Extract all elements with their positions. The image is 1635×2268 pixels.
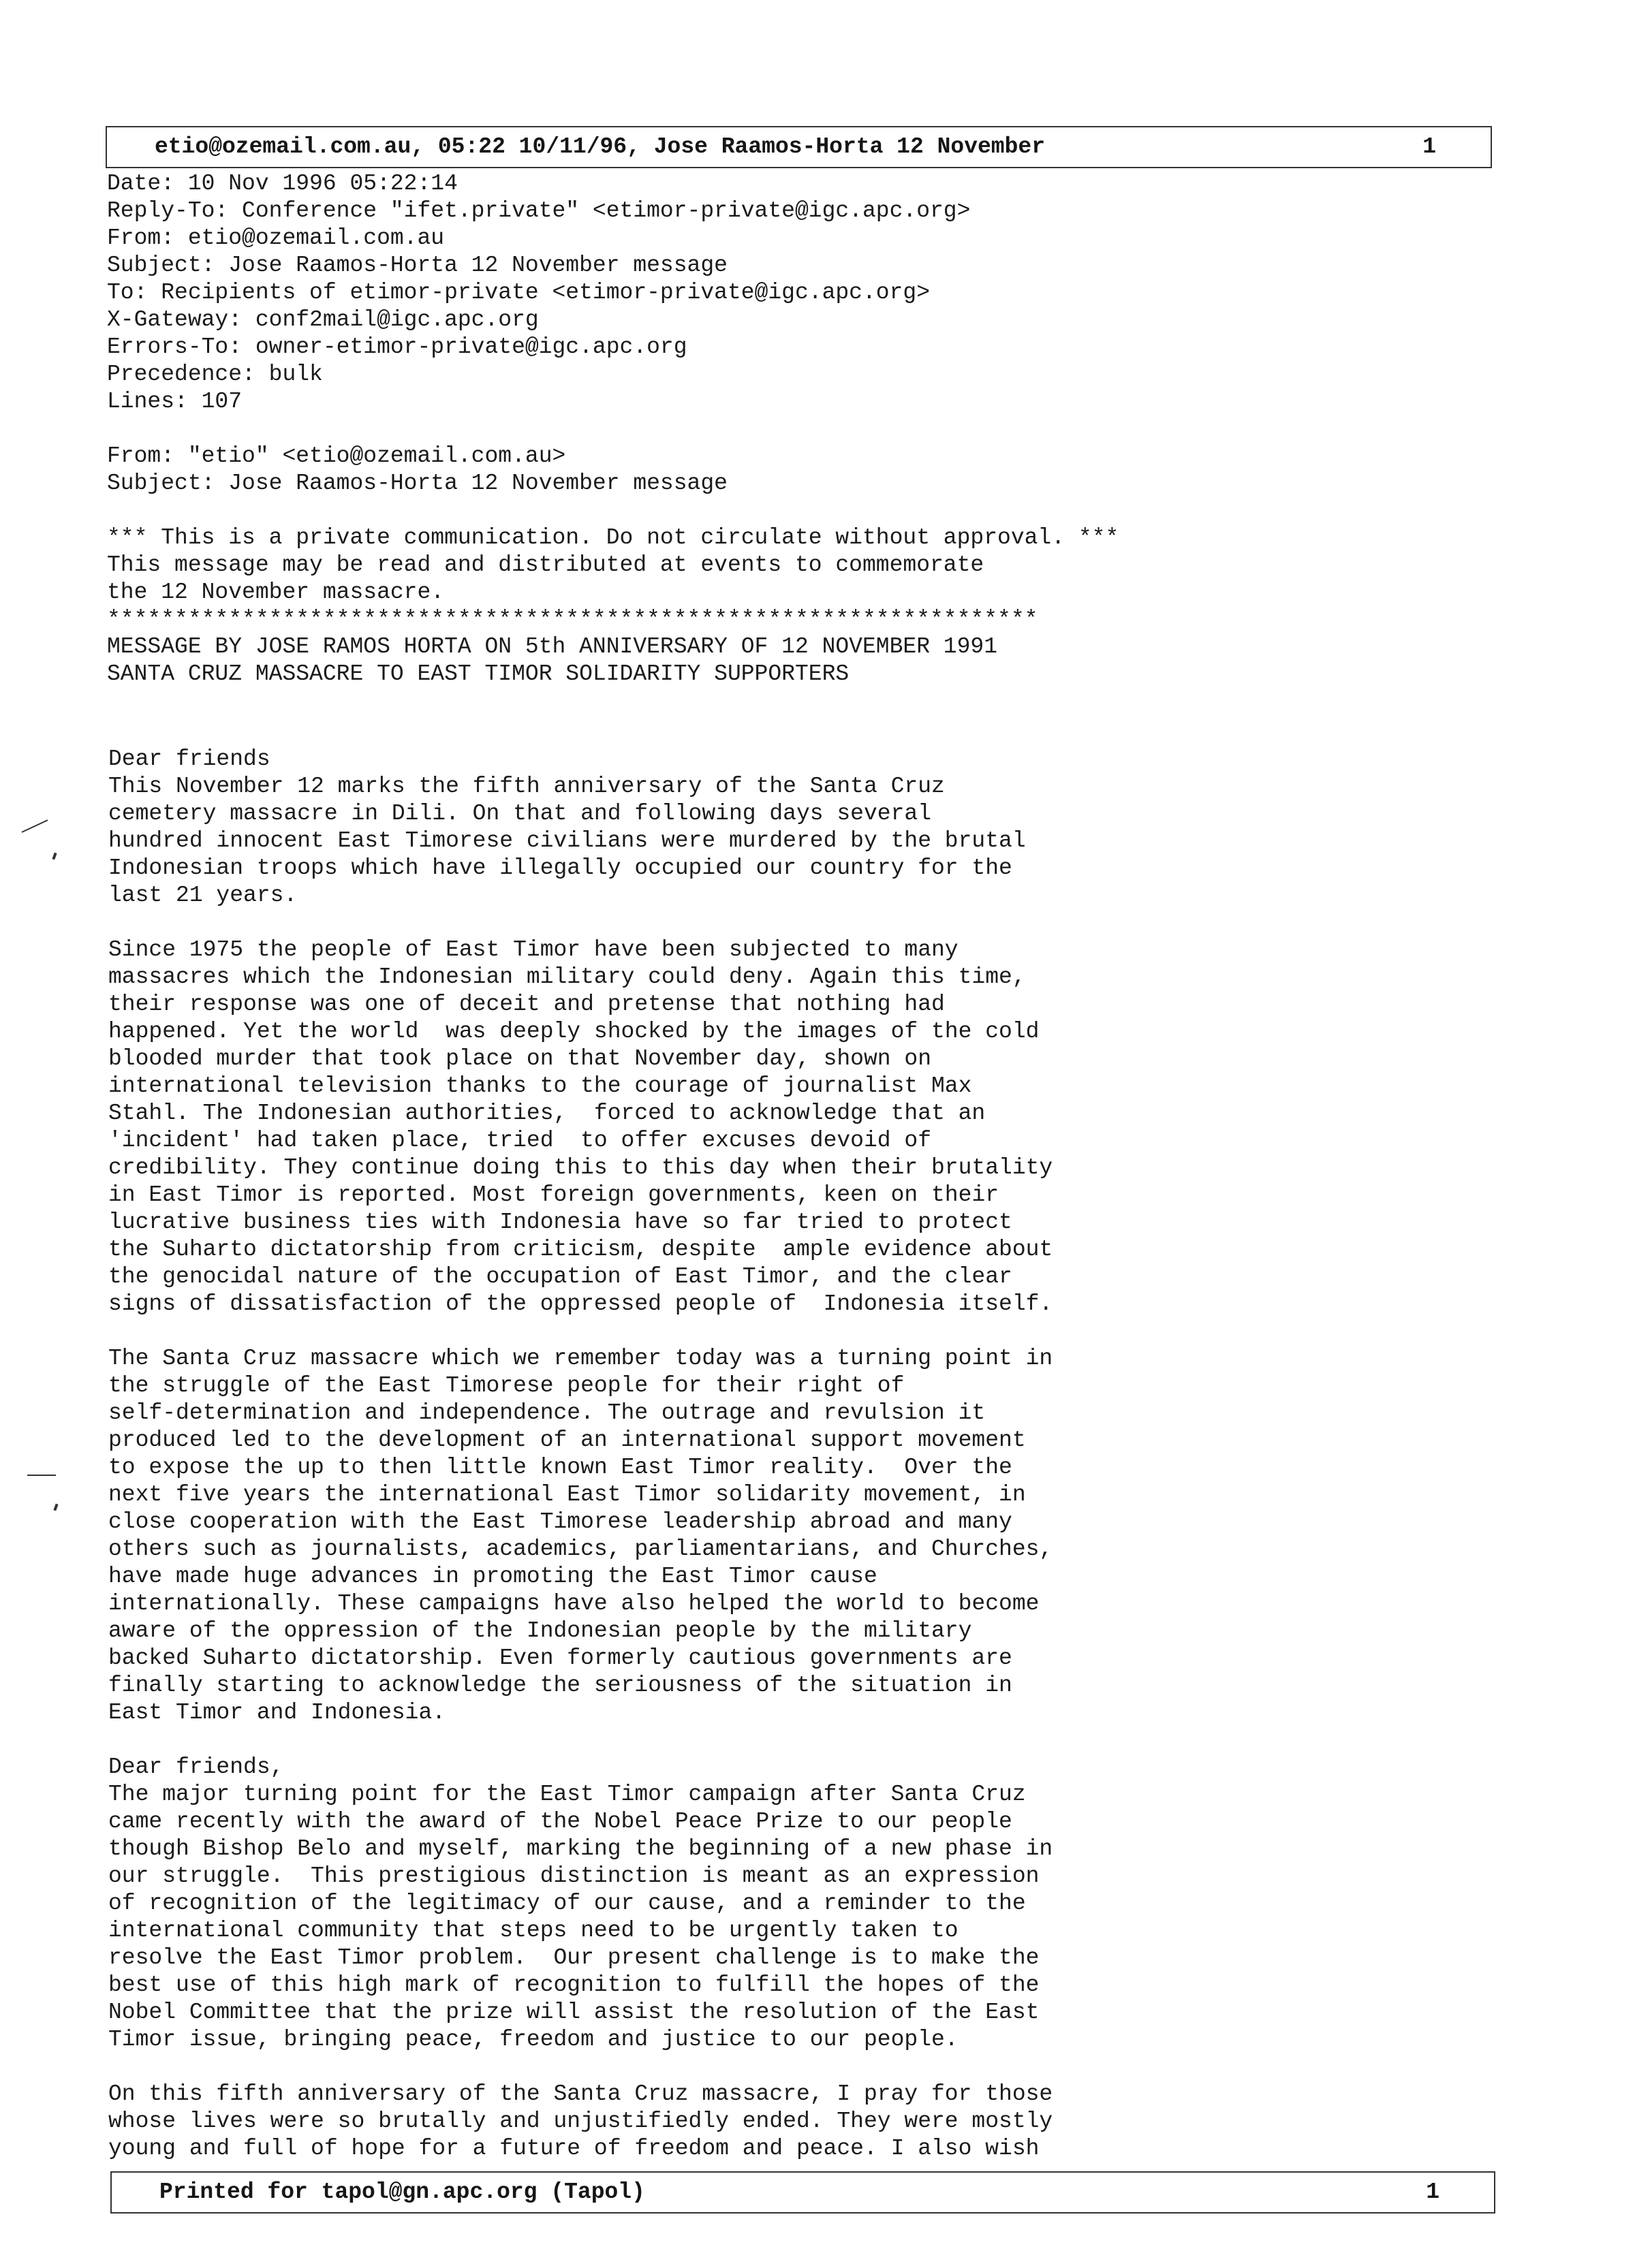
margin-mark bbox=[22, 819, 48, 833]
body-line bbox=[108, 909, 1053, 936]
body-line bbox=[108, 1318, 1053, 1345]
body-line: Dear friends, bbox=[108, 1754, 284, 1780]
body-line: have made huge advances in promoting the East Timor cause bbox=[108, 1564, 877, 1589]
header-line: Precedence: bulk bbox=[107, 362, 323, 387]
body-line: best use of this high mark of recognition to fulfill the hopes of the bbox=[108, 1972, 1040, 1998]
body-line: to expose the up to then little known East Timor reality. Over the bbox=[108, 1455, 1012, 1480]
body-line: massacres which the Indonesian military could deny. Again this time, bbox=[108, 964, 1026, 990]
header-line: From: etio@ozemail.com.au bbox=[107, 225, 445, 251]
margin-mark bbox=[52, 853, 57, 860]
body-line: 'incident' had taken place, tried to offer excuses devoid of bbox=[108, 1128, 931, 1153]
body-line: This November 12 marks the fifth anniversary of the Santa Cruz bbox=[108, 774, 945, 799]
body-line: though Bishop Belo and myself, marking the beginning of a new phase in bbox=[108, 1836, 1053, 1861]
body-line: resolve the East Timor problem. Our present challenge is to make the bbox=[108, 1945, 1040, 1970]
message-body bbox=[108, 746, 1053, 2162]
body-line: young and full of hope for a future of freedom and peace. I also wish bbox=[108, 2136, 1040, 2161]
header-line: Date: 10 Nov 1996 05:22:14 bbox=[107, 171, 458, 196]
body-line: Timor issue, bringing peace, freedom and justice to our people. bbox=[108, 2027, 959, 2052]
body-line: The Santa Cruz massacre which we remember today was a turning point in bbox=[108, 1346, 1053, 1371]
header-line: Subject: Jose Raamos-Horta 12 November message bbox=[107, 253, 728, 278]
body-line: of recognition of the legitimacy of our cause, and a reminder to the bbox=[108, 1891, 1026, 1916]
body-line: self-determination and independence. The outrage and revulsion it bbox=[108, 1400, 986, 1426]
footer-text: Printed for tapol@gn.apc.org (Tapol) bbox=[159, 2179, 645, 2205]
footer-page-number: 1 bbox=[1426, 2179, 1439, 2205]
body-line: international television thanks to the courage of journalist Max bbox=[108, 1073, 972, 1099]
body-line: The major turning point for the East Timor campaign after Santa Cruz bbox=[108, 1782, 1026, 1807]
body-line: our struggle. This prestigious distinction is meant as an expression bbox=[108, 1863, 1040, 1889]
body-line: hundred innocent East Timorese civilians were murdered by the brutal bbox=[108, 828, 1026, 853]
header-line bbox=[107, 415, 1119, 443]
body-line: came recently with the award of the Nobel Peace Prize to our people bbox=[108, 1809, 1012, 1834]
body-line bbox=[108, 2053, 1053, 2081]
body-line: credibility. They continue doing this to this day when their brutality bbox=[108, 1155, 1053, 1180]
header-line: Errors-To: owner-etimor-private@igc.apc.org bbox=[107, 334, 687, 360]
body-line: aware of the oppression of the Indonesian people by the military bbox=[108, 1618, 972, 1643]
body-line: the genocidal nature of the occupation of East Timor, and the clear bbox=[108, 1264, 1012, 1289]
header-line: To: Recipients of etimor-private <etimor-private@igc.apc.org> bbox=[107, 280, 930, 305]
body-line: the struggle of the East Timorese people for their right of bbox=[108, 1373, 905, 1398]
margin-mark bbox=[27, 1475, 56, 1476]
header-line bbox=[107, 497, 1119, 524]
body-line: in East Timor is reported. Most foreign governments, keen on their bbox=[108, 1182, 999, 1208]
body-line: East Timor and Indonesia. bbox=[108, 1700, 446, 1725]
body-line: cemetery massacre in Dili. On that and following days several bbox=[108, 801, 931, 826]
body-line: international community that steps need to be urgently taken to bbox=[108, 1918, 959, 1943]
header-line: Subject: Jose Raamos-Horta 12 November message bbox=[107, 471, 728, 496]
body-line: Nobel Committee that the prize will assist the resolution of the East bbox=[108, 2000, 1040, 2025]
body-line: happened. Yet the world was deeply shocked by the images of the cold bbox=[108, 1019, 1040, 1044]
header-line: ********************************************************************* bbox=[107, 607, 1038, 632]
body-line: finally starting to acknowledge the seriousness of the situation in bbox=[108, 1673, 1012, 1698]
header-line: Lines: 107 bbox=[107, 389, 243, 414]
body-line: whose lives were so brutally and unjustifiedly ended. They were mostly bbox=[108, 2109, 1053, 2134]
body-line: next five years the international East Timor solidarity movement, in bbox=[108, 1482, 1026, 1507]
header-line: Reply-To: Conference "ifet.private" <etimor-private@igc.apc.org> bbox=[107, 198, 971, 223]
body-line: last 21 years. bbox=[108, 883, 298, 908]
header-page-number: 1 bbox=[1422, 134, 1436, 159]
header-line: This message may be read and distributed at events to commemorate bbox=[107, 552, 984, 578]
header-line: *** This is a private communication. Do not circulate without approval. *** bbox=[107, 525, 1119, 550]
header-line: From: "etio" <etio@ozemail.com.au> bbox=[107, 443, 566, 469]
margin-mark bbox=[53, 1504, 58, 1511]
body-line bbox=[108, 1727, 1053, 1754]
body-line: backed Suharto dictatorship. Even formerly cautious governments are bbox=[108, 1645, 1012, 1671]
body-line: blooded murder that took place on that November day, shown on bbox=[108, 1046, 931, 1071]
email-headers bbox=[107, 170, 1119, 688]
print-header bbox=[106, 126, 1492, 168]
body-line: lucrative business ties with Indonesia have so far tried to protect bbox=[108, 1210, 1012, 1235]
body-line: On this fifth anniversary of the Santa Cruz massacre, I pray for those bbox=[108, 2081, 1053, 2107]
body-line: the Suharto dictatorship from criticism, despite ample evidence about bbox=[108, 1237, 1053, 1262]
body-line: close cooperation with the East Timorese leadership abroad and many bbox=[108, 1509, 1012, 1534]
body-line: others such as journalists, academics, parliamentarians, and Churches, bbox=[108, 1537, 1053, 1562]
header-text: etio@ozemail.com.au, 05:22 10/11/96, Jose Raamos-Horta 12 November bbox=[155, 134, 1046, 159]
body-line: their response was one of deceit and pretense that nothing had bbox=[108, 992, 945, 1017]
body-line: Since 1975 the people of East Timor have been subjected to many bbox=[108, 937, 959, 962]
header-line: X-Gateway: conf2mail@igc.apc.org bbox=[107, 307, 539, 332]
body-line: internationally. These campaigns have also helped the world to become bbox=[108, 1591, 1040, 1616]
body-line: signs of dissatisfaction of the oppressed people of Indonesia itself. bbox=[108, 1291, 1053, 1317]
print-footer bbox=[110, 2171, 1495, 2214]
body-line: Indonesian troops which have illegally occupied our country for the bbox=[108, 855, 1012, 881]
body-line: Stahl. The Indonesian authorities, forced to acknowledge that an bbox=[108, 1101, 986, 1126]
header-line: the 12 November massacre. bbox=[107, 580, 445, 605]
body-line: produced led to the development of an international support movement bbox=[108, 1428, 1026, 1453]
header-line: SANTA CRUZ MASSACRE TO EAST TIMOR SOLIDARITY SUPPORTERS bbox=[107, 661, 850, 687]
header-line: MESSAGE BY JOSE RAMOS HORTA ON 5th ANNIVERSARY OF 12 NOVEMBER 1991 bbox=[107, 634, 998, 659]
body-line: Dear friends bbox=[108, 746, 270, 772]
